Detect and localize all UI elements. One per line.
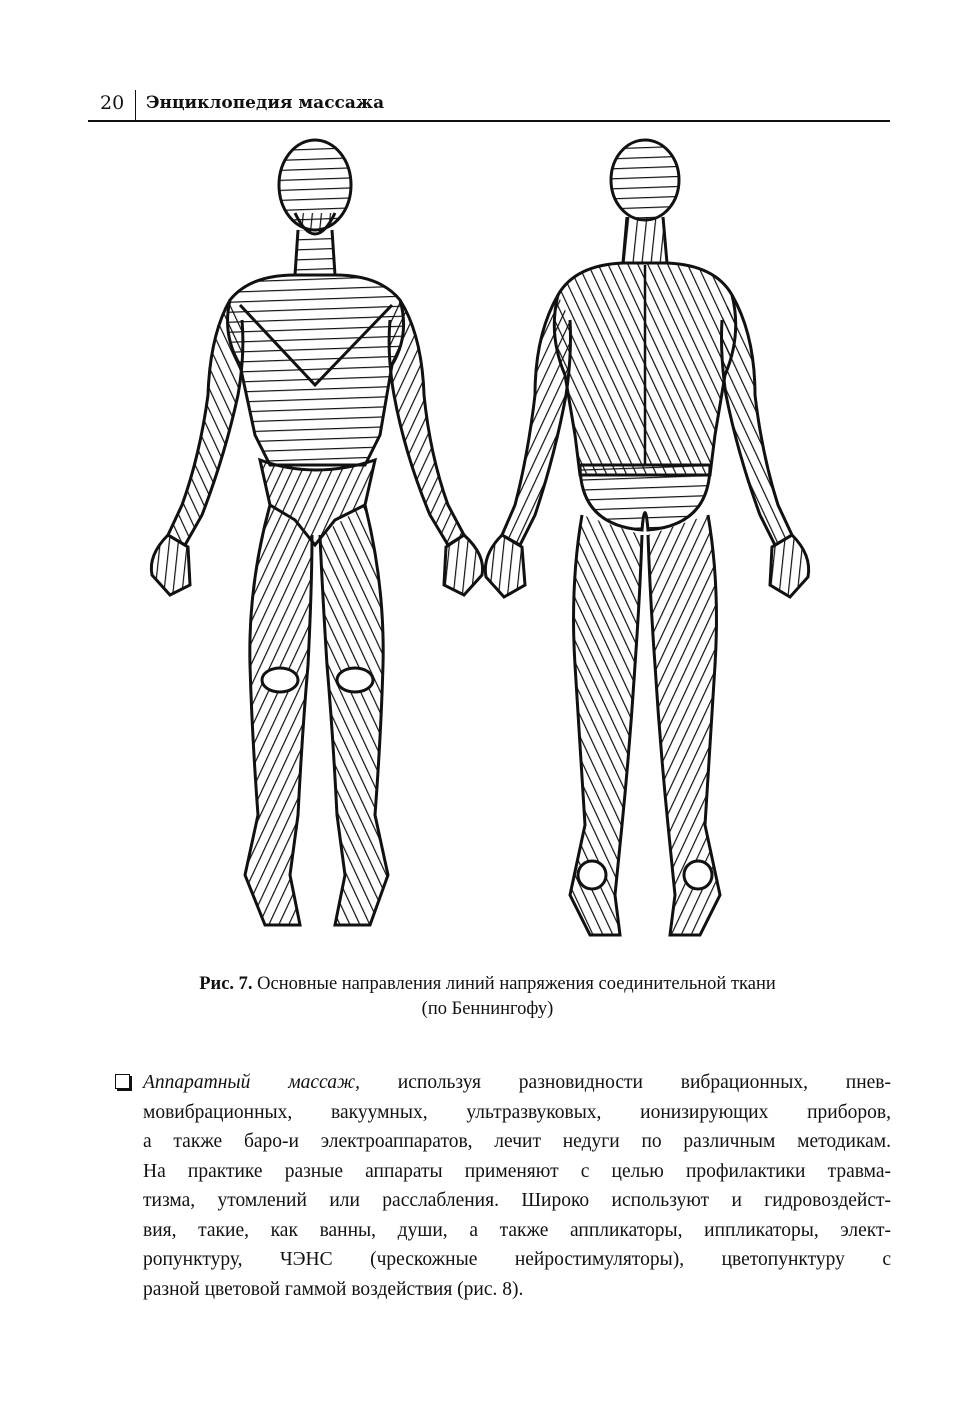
- text-line: Аппаратный массаж, используя разновидности вибрационных, пнев-: [143, 1072, 891, 1093]
- figure-body-tension-lines: [130, 135, 850, 955]
- front-figure: [151, 140, 482, 925]
- caption-label: Рис. 7.: [199, 974, 253, 994]
- body-diagram: [130, 135, 850, 955]
- checkbox-bullet-icon: [115, 1074, 130, 1089]
- text-line: вия, такие, как ванны, души, а также аппликаторы, иппликаторы, элект-: [143, 1219, 891, 1241]
- running-head: [88, 90, 890, 122]
- header-divider: [135, 90, 136, 120]
- text-line: а также баро-и электроаппаратов, лечит недуги по различным методикам.: [143, 1131, 891, 1152]
- text-line: тизма, утомлений или расслабления. Широко используют и гидровоздейст-: [143, 1190, 891, 1211]
- text-line: мовибрационных, вакуумных, ультразвуковых, ионизирующих приборов,: [143, 1101, 891, 1123]
- book-title: Энциклопедия массажа: [146, 93, 385, 113]
- figure-caption: [100, 972, 875, 1022]
- back-figure: [485, 140, 808, 935]
- page-number: 20: [100, 92, 125, 114]
- caption-text: Основные направления линий напряжения соединительной ткани: [252, 974, 776, 994]
- text-line: ропунктуру, ЧЭНС (чрескожные нейростимуляторы), цветопунктуру с: [143, 1249, 891, 1270]
- text-line: разной цветовой гаммой воздействия (рис. 8).: [143, 1278, 524, 1300]
- paragraph-text: [143, 1068, 891, 1304]
- text-line: На практике разные аппараты применяют с целью профилактики травма-: [143, 1160, 891, 1182]
- caption-text-2: (по Беннингофу): [421, 999, 554, 1019]
- term-italic: Аппаратный массаж,: [143, 1072, 360, 1093]
